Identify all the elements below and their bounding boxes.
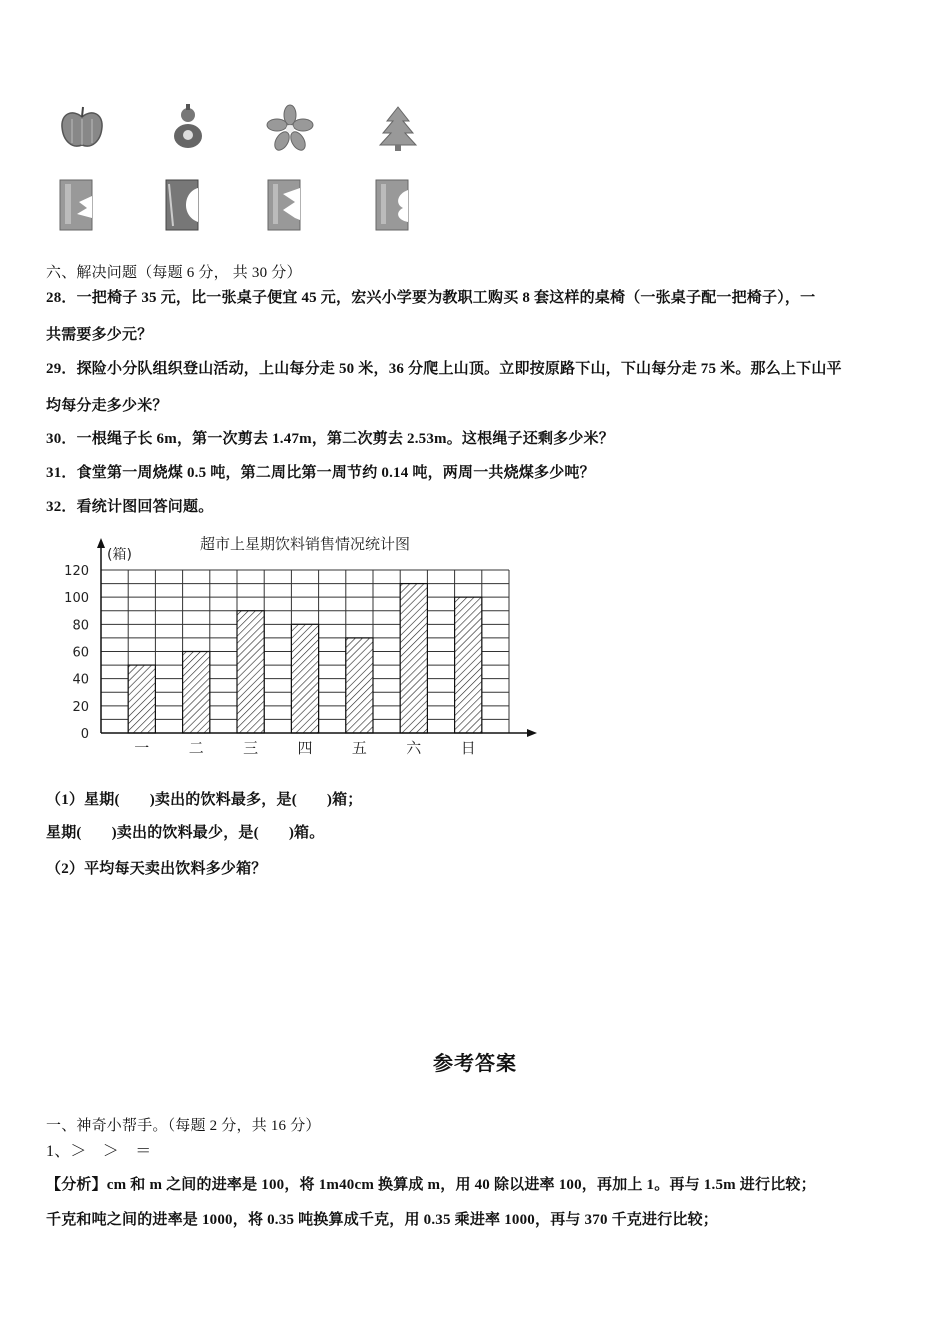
tree-icon [373, 103, 423, 153]
bar-3 [237, 611, 264, 733]
question-32: 32．看统计图回答问题。 [46, 499, 214, 515]
q32-part-1-c: )箱； [326, 792, 363, 808]
card-cut-icon-3 [265, 178, 305, 233]
gourd-icon [163, 103, 213, 153]
card-cut-icon-1 [57, 178, 97, 233]
flower-icon [265, 103, 315, 153]
analysis-line-1: 【分析】cm 和 m 之间的进率是 100，将 1m40cm 换算成 m，用 40 除以进率 100，再加上 1。再与 1.5m 进行比较； [46, 1177, 816, 1193]
y-axis-arrow [97, 538, 105, 548]
y-tick-80: 80 [72, 618, 89, 634]
answer-1: 1、＞ ＞ ＝ [46, 1143, 152, 1160]
question-28-line-1: 28．一把椅子 35 元，比一张桌子便宜 45 元，宏兴小学要为教职工购买 8 套这样的桌椅（一张桌子配一把椅子），一 [46, 290, 816, 306]
q32-part-1 [46, 788, 363, 809]
x-tick-labels [134, 739, 475, 757]
y-axis-label: (箱) [107, 547, 132, 563]
q32-part-2: （2）平均每天卖出饮料多少箱？ [46, 861, 267, 877]
q32-part-2-a: 星期( [46, 825, 82, 841]
x-axis-arrow [527, 729, 537, 737]
analysis-line-2: 千克和吨之间的进率是 1000，将 0.35 吨换算成千克，用 0.35 乘进率 1000，再与 370 千克进行比较； [46, 1212, 719, 1228]
question-31: 31．食堂第一周烧煤 0.5 吨，第二周比第一周节约 0.14 吨，两周一共烧煤多少吨？ [46, 465, 595, 481]
y-tick-0: 0 [80, 727, 89, 742]
question-30: 30．一根绳子长 6m，第一次剪去 1.47m，第二次剪去 2.53m。这根绳子还剩多少米？ [46, 431, 614, 447]
shape-row-2 [55, 178, 455, 238]
card-cut-icon-2 [163, 178, 203, 233]
chart-title: 超市上星期饮料销售情况统计图 [199, 535, 411, 553]
y-tick-labels [64, 564, 89, 742]
bar-4 [291, 624, 318, 733]
y-tick-40: 40 [72, 672, 89, 688]
q32-part-1-a: （1）星期( [46, 792, 120, 808]
x-tick-5: 五 [351, 739, 367, 757]
y-tick-100: 100 [64, 591, 89, 607]
question-29-line-2: 均每分走多少米？ [46, 398, 168, 414]
bar-6 [400, 584, 427, 733]
question-29-line-1: 29．探险小分队组织登山活动，上山每分走 50 米，36 分爬上山顶。立即按原路下山，下山每分走 75 米。那么上下山平 [46, 361, 842, 377]
q32-part-1-b: )卖出的饮料最多，是( [149, 792, 297, 808]
section-heading: 六、解决问题（每题 6 分， 共 30 分） [46, 265, 302, 281]
y-tick-60: 60 [72, 645, 89, 661]
x-tick-6: 六 [406, 739, 422, 757]
bar-7 [455, 597, 482, 733]
q32-part-1-second [46, 821, 324, 842]
x-tick-2: 二 [188, 739, 204, 757]
y-tick-20: 20 [72, 699, 89, 715]
q32-part-2-b: )卖出的饮料最少，是( [111, 825, 259, 841]
question-28-line-2: 共需要多少元？ [46, 327, 153, 343]
apple-icon [57, 103, 107, 153]
answers-title: 参考答案 [433, 1053, 517, 1075]
x-tick-7: 日 [460, 739, 476, 757]
x-tick-1: 一 [134, 739, 150, 757]
answers-section-1: 一、神奇小帮手。（每题 2 分，共 16 分） [46, 1118, 321, 1134]
bar-5 [346, 638, 373, 733]
bar-chart [60, 530, 550, 765]
shape-row-1 [55, 103, 455, 163]
card-cut-icon-4 [373, 178, 413, 233]
x-tick-4: 四 [297, 739, 313, 757]
bar-2 [183, 652, 210, 734]
chart-bars [128, 584, 482, 733]
q32-part-2-c: )箱。 [288, 825, 325, 841]
bar-1 [128, 665, 155, 733]
x-tick-3: 三 [243, 739, 259, 757]
y-tick-120: 120 [64, 564, 89, 579]
